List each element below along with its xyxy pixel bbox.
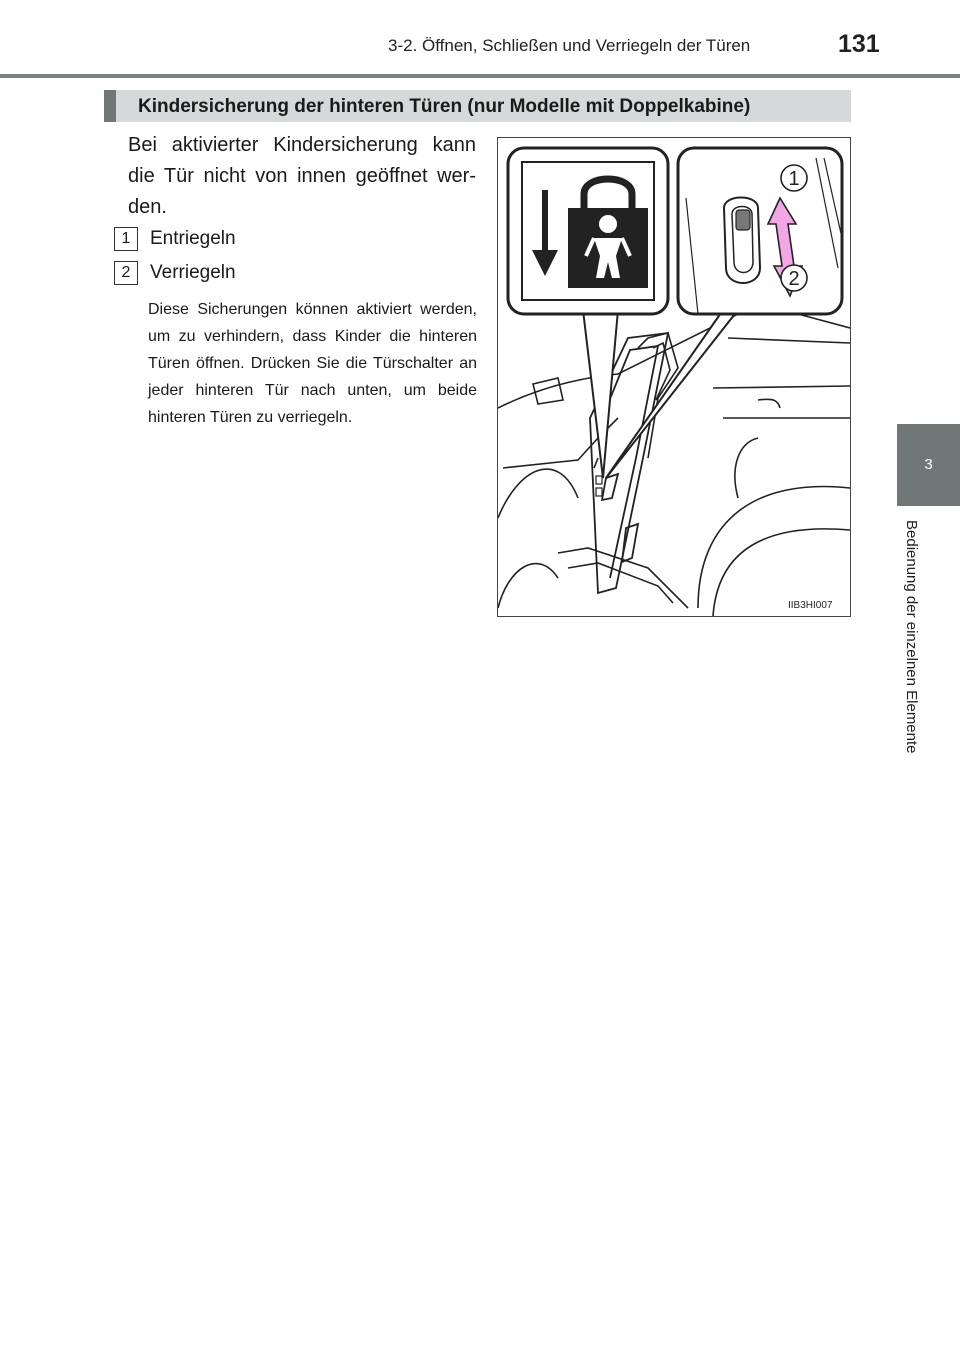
item-number-badge: 1 [114,227,138,251]
intro-paragraph: Bei aktivierter Kindersicherung kann die Tür nicht von innen geöffnet wer-den. [128,134,476,218]
callout-number-1-label: 1 [788,168,800,190]
child-lock-illustration [497,137,851,617]
chapter-title: 3-2. Öffnen, Schließen und Verriegeln der Türen [388,36,751,55]
switch-callout [678,148,842,314]
header-rule [0,74,960,78]
callout-number-2-label: 2 [788,268,800,290]
page-number: 131 [838,30,880,58]
item-label: Verriegeln [150,262,236,283]
item-label: Entriegeln [150,228,236,249]
lock-switch-icon [724,198,760,284]
chapter-tab-label: Bedienung der einzelnen Elemente [903,520,920,754]
callout-pointer-right [606,310,738,478]
note-paragraph: Diese Sicherungen können aktiviert werden, um zu verhindern, dass Kinder die hinteren Türen öffnen. Drücken Sie die Türschalter an jeder hinteren Tür nach unten, um beide hinteren Türen zu verriegeln. [148,301,477,426]
door-switch-marker [596,476,602,484]
section-heading [104,90,851,122]
item-number-badge: 2 [114,261,138,285]
chapter-tab: 3 [897,424,960,506]
illustration-drawing [498,138,850,616]
door-switch-marker [596,488,602,496]
section-title: Kindersicherung der hinteren Türen (nur Modelle mit Doppelkabine) [138,96,751,117]
truck-outline [498,314,850,616]
figure-code: IIB3HI007 [788,600,833,611]
list-item [114,227,236,251]
list-item [114,261,236,285]
